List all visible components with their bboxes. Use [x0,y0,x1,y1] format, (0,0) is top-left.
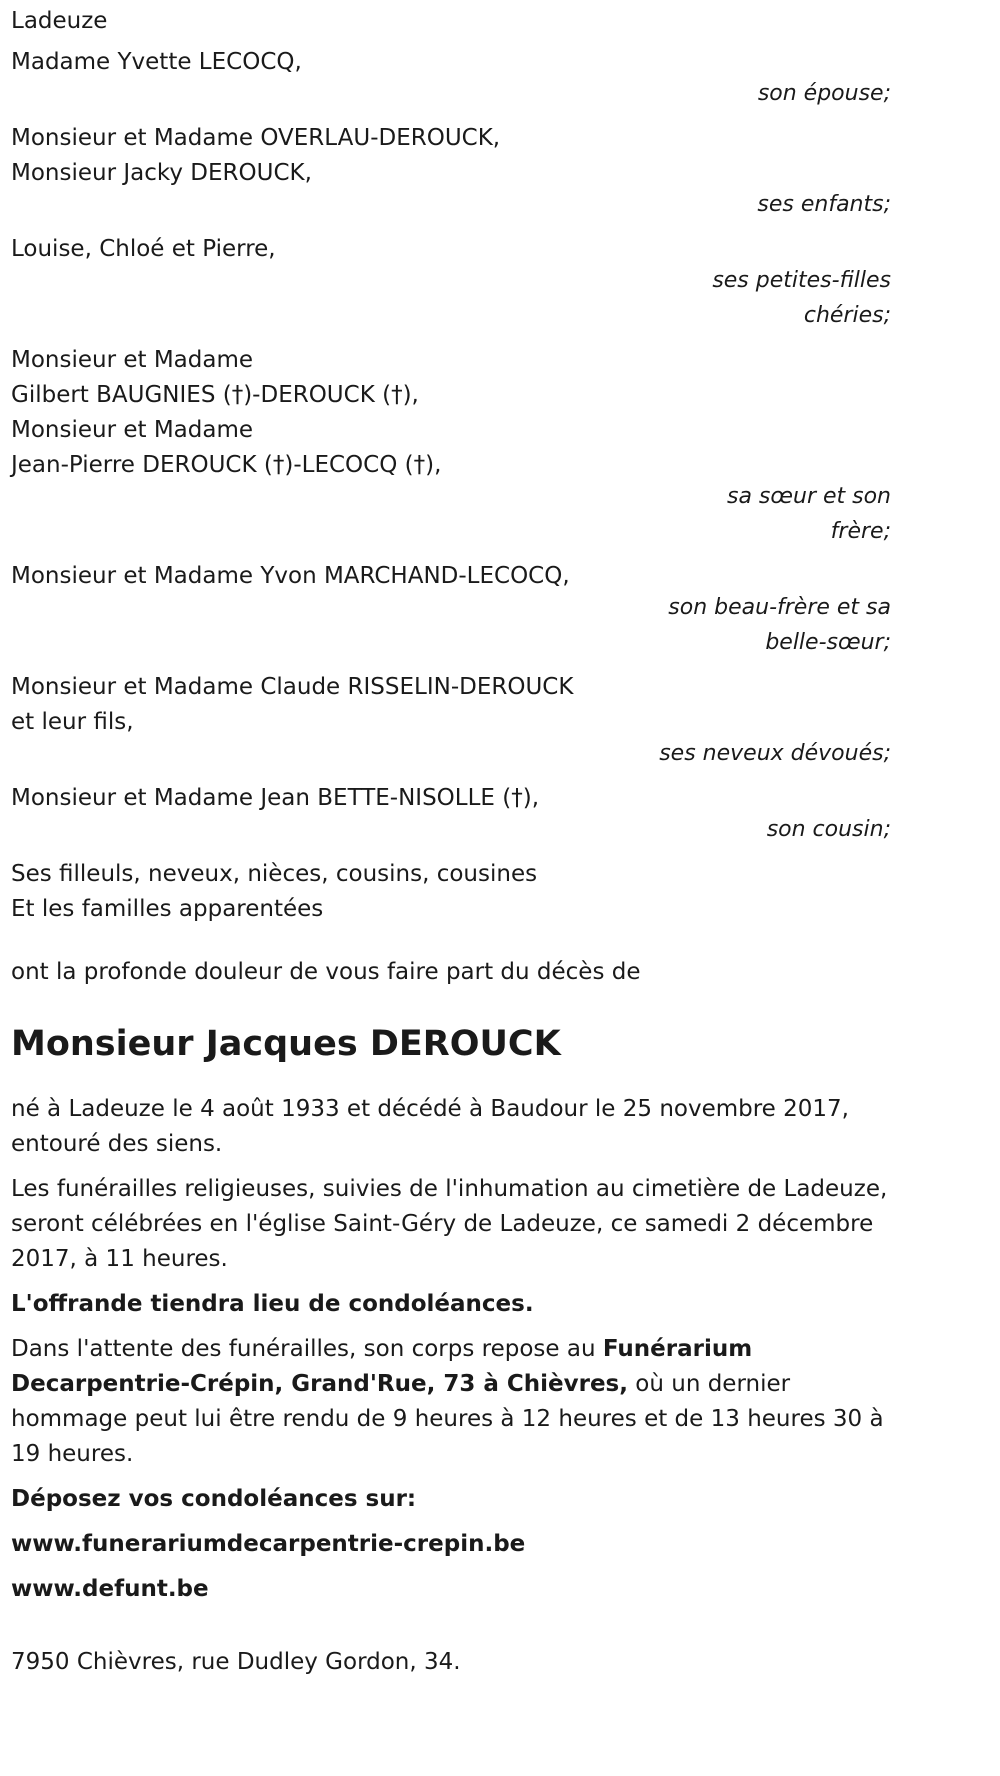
family-role-line: ses enfants; [757,192,891,217]
funeral-text: Les funérailles religieuses, suivies de l'inhumation au cimetière de Ladeuze, seront célébrées en l'église Saint-Géry de Ladeuze, ce samedi 2 décembre 2017, à 11 heures. [11,1176,888,1272]
family-role-line: chéries; [803,303,891,328]
family-group [11,781,891,847]
family-role-line: belle-sœur; [765,630,891,655]
family-group [11,232,891,333]
family-name-line: Jean-Pierre DEROUCK (†)-LECOCQ (†), [11,452,442,478]
family-name-line: Monsieur Jacky DEROUCK, [11,160,312,186]
extended-family-line: Ses filleuls, neveux, nièces, cousins, cousines [11,861,538,887]
family-role [11,263,891,333]
family-name-line: Louise, Chloé et Pierre, [11,236,276,262]
family-name-line: et leur fils, [11,709,134,735]
extended-family-line: Et les familles apparentées [11,896,324,922]
family-group [11,559,891,660]
family-names [11,45,891,80]
family-group [11,45,891,111]
family-role-line: ses petites-filles [712,268,891,293]
viewing-text [11,1332,891,1472]
intro-text: ont la profonde douleur de vous faire part du décès de [11,959,641,985]
family-names [11,343,891,483]
offering-text: L'offrande tiendra lieu de condoléances. [11,1291,534,1317]
family-names [11,559,891,594]
family-group [11,670,891,771]
family-role [11,812,891,847]
website-link[interactable]: www.funerariumdecarpentrie-crepin.be [11,1531,526,1557]
family-role [11,76,891,111]
birth-death-text: né à Ladeuze le 4 août 1933 et décédé à Baudour le 25 novembre 2017, entouré des siens. [11,1096,849,1157]
condolences-label: Déposez vos condoléances sur: [11,1486,417,1512]
family-group [11,343,891,549]
family-name-line: Monsieur et Madame Claude RISSELIN-DEROUCK [11,674,574,700]
family-role-line: son épouse; [757,81,891,106]
family-name-line: Monsieur et Madame [11,417,254,443]
family-names [11,781,891,816]
address: 7950 Chièvres, rue Dudley Gordon, 34. [11,1649,461,1675]
family-names [11,670,891,740]
viewing-after: où un dernier hommage peut lui être rendu de 9 heures à 12 heures et de 13 heures 30 à 19 heures. [11,1371,884,1467]
family-names [11,232,891,267]
website-link[interactable]: www.defunt.be [11,1576,209,1602]
family-role [11,736,891,771]
family-name-line: Monsieur et Madame OVERLAU-DEROUCK, [11,125,501,151]
family-role-line: son cousin; [766,817,891,842]
family-role-line: ses neveux dévoués; [659,741,891,766]
family-name-line: Monsieur et Madame Jean BETTE-NISOLLE (†), [11,785,540,811]
family-group [11,121,891,222]
family-role-line: frère; [830,519,891,544]
deceased-name: Monsieur Jacques DEROUCK [11,1024,561,1064]
family-name-line: Madame Yvette LECOCQ, [11,49,302,75]
family-name-line: Monsieur et Madame Yvon MARCHAND-LECOCQ, [11,563,570,589]
family-role [11,590,891,660]
family-role [11,479,891,549]
viewing-place: Funérarium Decarpentrie-Crépin, Grand'Rue, 73 à Chièvres, [11,1336,753,1397]
viewing-before: Dans l'attente des funérailles, son corps repose au [11,1336,603,1362]
family-name-line: Monsieur et Madame [11,347,254,373]
family-role [11,187,891,222]
family-role-line: sa sœur et son [726,484,891,509]
family-names [11,121,891,191]
extended-family [11,857,891,927]
family-list [11,45,891,847]
family-role-line: son beau-frère et sa [668,595,891,620]
header-line: Ladeuze [11,8,108,34]
family-name-line: Gilbert BAUGNIES (†)-DEROUCK (†), [11,382,419,408]
